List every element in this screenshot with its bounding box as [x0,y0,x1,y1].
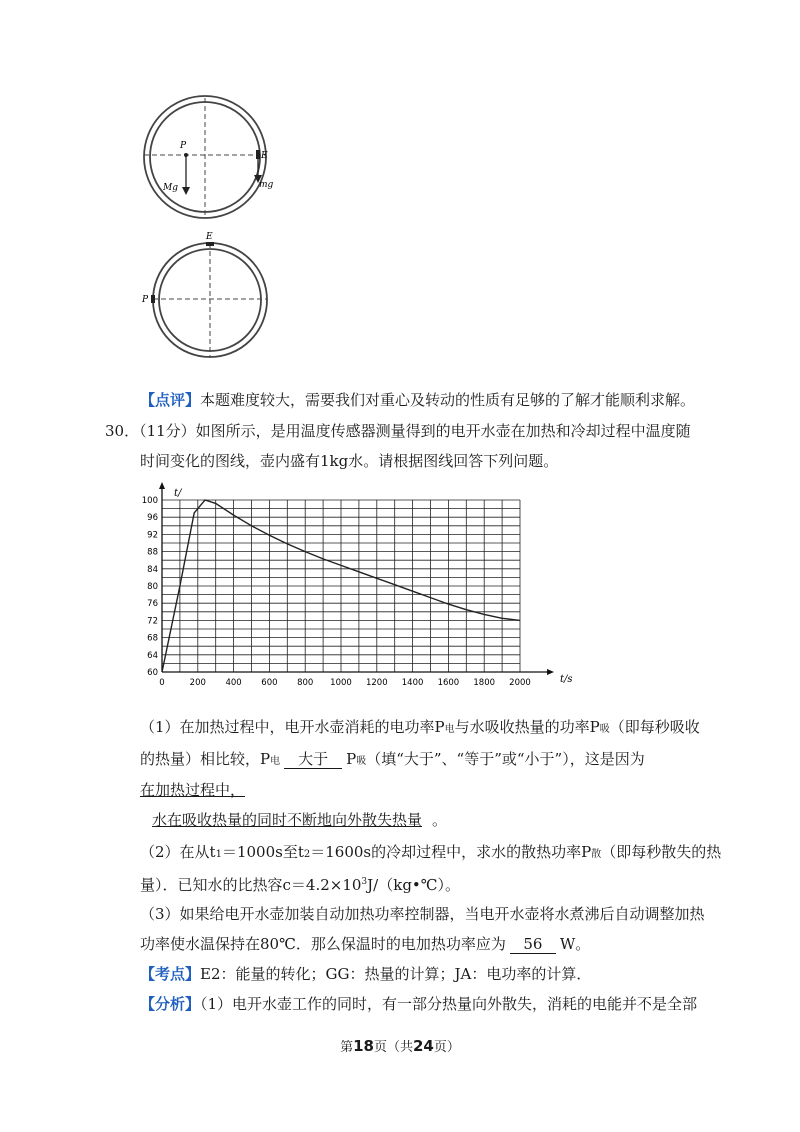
x-tick-label: 400 [225,678,242,688]
x-tick-label: 1400 [401,678,424,688]
x-tick-label: 800 [297,678,314,688]
q30-reason-line2 [140,810,447,830]
reason-period: 。 [432,811,448,829]
q30-reason-line1: 在加热过程中， [140,781,246,799]
label-e: E [261,151,268,161]
comment-tag: 【点评】 [140,391,201,409]
y-tick-label: 88 [147,547,158,558]
kaodian-line [140,964,591,984]
p1-text-b: 与水吸收热量的功率P [454,718,600,736]
y-tick-label: 80 [147,582,158,592]
y-tick-label: 68 [147,633,158,644]
p2-text-e: 量）．已知水的比热容c＝4.2×10 [140,876,362,894]
p2-sup-e: 3 [361,877,368,887]
q30-p1-line1 [140,717,700,740]
figure-ring-2 [140,232,270,362]
fenxi-text: （1）电开水壶工作的同时，有一部分热量向外散失，消耗的电能并不是全部 [200,995,698,1013]
comment-line [140,390,695,410]
x-tick-label: 2000 [509,678,531,688]
p2-sub-c: 散 [591,849,602,860]
x-axis-arrow [547,669,554,675]
kaodian-text: E2：能量的转化；GG：热量的计算；JA：电功率的计算． [200,965,592,983]
x-tick-label: 1200 [365,678,388,688]
x-axis-label: t/s [560,674,573,685]
x-tick-label: 200 [189,678,206,688]
footer-page-number: 18 [353,1037,374,1055]
p1-sub-b: 吸 [599,724,610,735]
label-p: P [142,295,149,305]
reason-text: 水在吸收热量的同时不断地向外散失热量 [152,811,423,829]
p3-text-b: 功率使水温保持在80℃．那么保温时的电加热功率应为 [140,935,506,953]
p3-text-c: W。 [559,935,591,953]
x-tick-label: 1600 [437,678,460,688]
q30-p3-line1: （3）如果给电开水壶加装自动加热功率控制器，当电开水壶将水煮沸后自动调整加热 [140,905,705,923]
p2-text-f: J/（kg•℃）。 [367,876,461,894]
y-tick-label: 84 [147,564,158,575]
q30-intro-line1 [105,421,691,441]
fenxi-tag: 【分析】 [140,995,201,1013]
q30-p1-line2 [140,749,645,772]
q30-p2-line1 [140,842,721,865]
footer-b: 页（共 [373,1040,413,1055]
p2-text-d: （即每秒散失的热 [601,843,722,861]
footer-total-pages: 24 [413,1037,434,1055]
p1-sub-e: 吸 [356,756,367,767]
y-tick-label: 92 [147,530,158,541]
x-tick-label: 0 [159,678,165,688]
p1-text-a: （1）在加热过程中，电开水壶消耗的电功率P [140,718,445,736]
p1-sub-d: 电 [270,756,281,767]
kaodian-tag: 【考点】 [140,965,201,983]
label-p: P [180,141,187,151]
y-tick-label: 72 [147,616,158,627]
q30-intro2: 时间变化的图线，壶内盛有1kg水。请根据图线回答下列问题。 [140,452,559,470]
p1-text-e: P [346,750,357,768]
comment-text: 本题难度较大，需要我们对重心及转动的性质有足够的了解才能顺利求解。 [200,391,696,409]
p2-sub-b: 2 [303,849,311,860]
p1-text-d: 的热量）相比较，P [140,750,271,768]
label-e: E [206,232,213,242]
y-tick-label: 96 [147,513,158,524]
y-axis-arrow [159,482,165,489]
y-tick-label: 60 [147,668,158,678]
temperature-time-chart [140,482,573,697]
page-footer [0,1036,800,1055]
q30-number: 30． [105,422,140,440]
x-tick-label: 1800 [473,678,496,688]
p1-text-c: （即每秒吸收 [609,718,700,736]
footer-c: 页） [433,1040,460,1055]
figure-ring-1 [135,92,275,222]
q30-intro1: （11分）如图所示，是用温度传感器测量得到的电开水壶在加热和冷却过程中温度随 [139,422,691,440]
p1-text-f: （填“大于”、“等于”或“小于”），这是因为 [366,750,645,768]
fenxi-line [140,994,697,1014]
q30-p2-line2 [140,872,460,895]
footer-a: 第 [340,1040,354,1055]
y-tick-label: 100 [141,496,158,506]
q30-p3-line2 [140,934,590,954]
x-tick-label: 1000 [330,678,352,688]
answer-blank-3: 56 [510,935,556,954]
answer-blank-1: 大于 [284,750,342,769]
p2-text-c: ＝1600s的冷却过程中，求水的散热功率P [310,843,592,861]
label-small-mg: mg [259,180,274,190]
y-axis-label: t/ [174,488,182,499]
p2-text-b: ＝1000s至t [221,843,304,861]
label-big-mg: Mg [163,183,178,193]
p2-sub-a: 1 [215,849,222,860]
y-tick-label: 76 [147,599,158,610]
p1-sub-a: 电 [444,724,455,735]
p2-text-a: （2）在从t [140,843,216,861]
y-tick-label: 64 [147,650,158,661]
x-tick-label: 600 [261,678,278,688]
